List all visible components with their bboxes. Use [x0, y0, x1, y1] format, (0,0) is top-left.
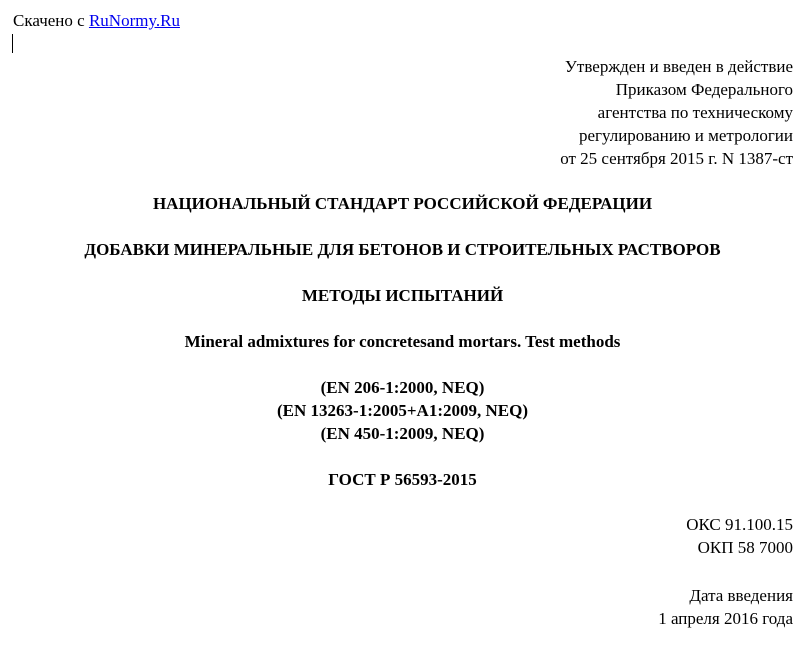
source-link[interactable]: RuNormy.Ru [88, 11, 180, 30]
source-prefix: Скачено с [13, 11, 89, 30]
reference-line: (EN 206-1:2000, NEQ) [320, 378, 485, 397]
okp-code: ОКП 58 7000 [697, 538, 793, 557]
reference-line: (EN 13263-1:2005+A1:2009, NEQ) [277, 401, 528, 420]
approval-line: регулированию и метрологии [578, 126, 793, 145]
approval-line: агентства по техническому [597, 103, 793, 122]
document-subject: ДОБАВКИ МИНЕРАЛЬНЫЕ ДЛЯ БЕТОНОВ И СТРОИТЕЛЬНЫХ РАСТВОРОВ [84, 240, 721, 259]
document-methods: МЕТОДЫ ИСПЫТАНИЙ [301, 286, 504, 305]
introduction-label: Дата введения [689, 586, 793, 605]
references-block [0, 376, 799, 445]
classification-codes [686, 513, 793, 559]
approval-line: Приказом Федерального [615, 80, 793, 99]
approval-line: от 25 сентября 2015 г. N 1387-ст [560, 149, 793, 168]
approval-block [560, 55, 793, 170]
english-title: Mineral admixtures for concretesand mortars. Test methods [184, 332, 621, 351]
standard-designation: ГОСТ Р 56593-2015 [328, 470, 477, 489]
introduction-date-block [658, 584, 793, 630]
introduction-date: 1 апреля 2016 года [658, 609, 793, 628]
source-line [13, 9, 180, 32]
national-standard-title: НАЦИОНАЛЬНЫЙ СТАНДАРТ РОССИЙСКОЙ ФЕДЕРАЦИИ [152, 194, 653, 213]
text-cursor [12, 34, 13, 53]
approval-line: Утвержден и введен в действие [564, 57, 793, 76]
reference-line: (EN 450-1:2009, NEQ) [320, 424, 485, 443]
oks-code: ОКС 91.100.15 [686, 515, 793, 534]
